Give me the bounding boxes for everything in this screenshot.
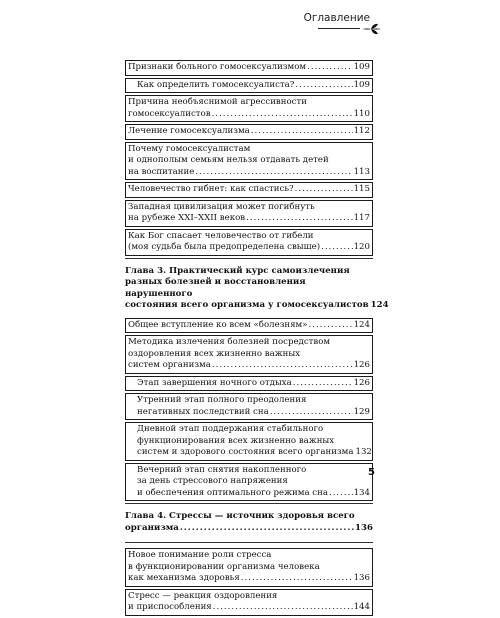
- section-divider: [125, 258, 373, 259]
- dot-leader: [180, 523, 354, 535]
- toc-entry-line: гомосексуалистов: [128, 108, 211, 119]
- toc-page-number: 129: [353, 406, 370, 417]
- toc-entry-box: [125, 463, 373, 502]
- toc-entry[interactable]: [128, 80, 370, 92]
- toc-entry-box: [125, 422, 373, 461]
- toc-page-number: 120: [353, 242, 370, 252]
- toc-page-number: 126: [353, 360, 370, 370]
- toc-entry-line: и приспособления: [128, 602, 212, 612]
- toc-entry-line: Вечерний этап снятия накопленного: [137, 464, 307, 475]
- toc-section-chapter3: [125, 318, 373, 502]
- dot-leader: [329, 488, 353, 500]
- toc-entry-box: [125, 318, 373, 334]
- toc-entry[interactable]: [128, 62, 370, 74]
- toc-page-number: 124: [353, 319, 370, 330]
- toc-entry-line: Человечество гибнет: как спастись?: [128, 184, 294, 194]
- toc-entry[interactable]: [125, 511, 373, 534]
- toc-page-number: 109: [353, 62, 370, 72]
- dot-leader: [212, 109, 353, 121]
- toc-entry-line: Этап завершения ночного отдыха: [137, 377, 292, 388]
- toc-entry-line: Признаки больного гомосексуализмом: [128, 62, 307, 72]
- toc-entry[interactable]: [128, 591, 370, 614]
- toc-entry[interactable]: [125, 265, 389, 312]
- toc-page-number: 132: [355, 447, 372, 457]
- toc-entry[interactable]: [128, 144, 370, 179]
- toc-entry[interactable]: [128, 320, 370, 332]
- running-header-title: Оглавление: [303, 12, 370, 24]
- dot-leader: [212, 360, 353, 372]
- toc-entry-line: Причина необъяснимой агрессивности: [128, 97, 307, 107]
- toc-page-number: 110: [353, 108, 370, 119]
- dot-leader: [213, 602, 353, 614]
- toc-entry-line: Методика излечения болезней посредством: [128, 337, 331, 347]
- chapter-3-heading: [125, 264, 389, 318]
- dot-leader: [246, 213, 352, 225]
- dot-leader: [241, 573, 353, 585]
- toc-page-number: 117: [353, 213, 370, 223]
- toc-entry[interactable]: [128, 378, 370, 390]
- toc-entry-box: [125, 376, 373, 392]
- toc-page-number: 124: [370, 300, 389, 310]
- dot-leader: [321, 242, 353, 254]
- toc-entry[interactable]: [128, 184, 370, 196]
- toc-entry-line: и однополым семьям нельзя отдавать детей: [128, 155, 329, 165]
- toc-entry-line: за день стрессового напряжения: [137, 476, 288, 486]
- fleuron-ornament-icon: [360, 22, 382, 36]
- toc-entry-line: оздоровления всех жизненно важных: [128, 348, 301, 359]
- toc-entry-line: на воспитание: [128, 166, 195, 177]
- toc-entry-line: негативных последствий сна: [137, 406, 269, 417]
- dot-leader: [295, 184, 353, 196]
- toc-entry[interactable]: [128, 424, 370, 459]
- toc-entry-box: [125, 182, 373, 198]
- toc-entry-line: Западная цивилизация может погибнуть: [128, 201, 315, 212]
- toc-entry[interactable]: [128, 97, 370, 120]
- dot-leader: [308, 320, 352, 332]
- toc-entry-line: систем организма: [128, 360, 211, 370]
- dot-leader: [270, 407, 353, 419]
- toc-page-number: 112: [353, 126, 370, 136]
- toc-entry-line: Новое понимание роли стресса: [128, 550, 272, 560]
- toc-entry[interactable]: [128, 202, 370, 225]
- toc-entry-line: и обеспечения оптимального режима сна: [137, 487, 328, 498]
- toc-entry[interactable]: [128, 337, 370, 372]
- toc-entry-line: Дневной этап поддержания стабильного: [137, 424, 324, 434]
- toc-entry-line: в функционировании организма человека: [128, 561, 320, 572]
- toc-entry-line: Утренний этап полного преодоления: [137, 395, 307, 405]
- dot-leader: [307, 62, 352, 74]
- toc-entry-line: Как Бог спасает человечество от гибели: [128, 230, 314, 241]
- toc-section-chapter2-tail: [125, 60, 373, 256]
- toc-page-number: 109: [353, 79, 370, 90]
- toc-entry-box: [125, 142, 373, 181]
- toc-entry-line: Глава 3. Практический курс самоизлечения: [125, 265, 350, 276]
- toc-entry-box: [125, 200, 373, 227]
- toc-entry-box: [125, 78, 373, 94]
- toc-page-number: 144: [353, 602, 370, 612]
- toc-entry-box: [125, 95, 373, 122]
- toc-entry-line: состояния всего организма у гомосексуалистов: [125, 300, 369, 310]
- toc-entry-box: [125, 393, 373, 420]
- toc-entry-line: (моя судьба была предопределена свыше): [128, 242, 321, 252]
- toc-page-number: 115: [353, 184, 370, 194]
- table-of-contents: [125, 60, 389, 618]
- toc-page-number: 126: [353, 377, 370, 388]
- dot-leader: [293, 378, 353, 390]
- toc-entry-line: как механизма здоровья: [128, 573, 240, 583]
- toc-entry[interactable]: [128, 465, 370, 500]
- toc-entry-box: [125, 124, 373, 140]
- toc-entry[interactable]: [128, 550, 370, 585]
- toc-entry-line: Почему гомосексуалистам: [128, 143, 251, 154]
- toc-page-number: 136: [355, 522, 373, 533]
- toc-entry-line: Как определить гомосексуалиста?: [137, 79, 295, 90]
- section-divider: [125, 542, 373, 543]
- toc-entry-line: разных болезней и восстановления нарушенного: [125, 277, 306, 299]
- toc-entry-line: на рубеже XXI–XXII веков: [128, 213, 246, 223]
- section-divider: [125, 503, 373, 504]
- toc-entry-box: [125, 60, 373, 76]
- toc-entry-box: [125, 335, 373, 374]
- toc-entry-line: систем и здорового состояния всего организма: [137, 447, 354, 457]
- toc-entry-line: Лечение гомосексуализма: [128, 126, 250, 136]
- toc-page-number: 136: [353, 573, 370, 583]
- header-rule: [318, 28, 360, 29]
- toc-entry-line: организма: [125, 522, 179, 533]
- toc-entry[interactable]: [128, 231, 370, 254]
- toc-entry-line: Глава 4. Стрессы — источник здоровья всего: [125, 511, 355, 521]
- dot-leader: [251, 126, 353, 138]
- toc-entry-box: [125, 589, 373, 616]
- toc-entry[interactable]: [128, 395, 370, 418]
- page-number: 5: [368, 467, 375, 478]
- toc-page-number: 134: [353, 487, 370, 498]
- dot-leader: [295, 80, 352, 92]
- toc-entry-box: [125, 229, 373, 256]
- chapter-4-heading: [125, 509, 373, 540]
- toc-entry-box: [125, 548, 373, 587]
- toc-entry-line: Общее вступление ко всем «болезням»: [128, 319, 308, 330]
- toc-entry-line: функционирования всех жизненно важных: [137, 435, 335, 446]
- dot-leader: [195, 167, 352, 179]
- toc-entry-line: Стресс — реакция оздоровления: [128, 590, 278, 601]
- toc-entry[interactable]: [128, 126, 370, 138]
- toc-page-number: 113: [353, 166, 370, 177]
- toc-section-chapter4: [125, 548, 373, 616]
